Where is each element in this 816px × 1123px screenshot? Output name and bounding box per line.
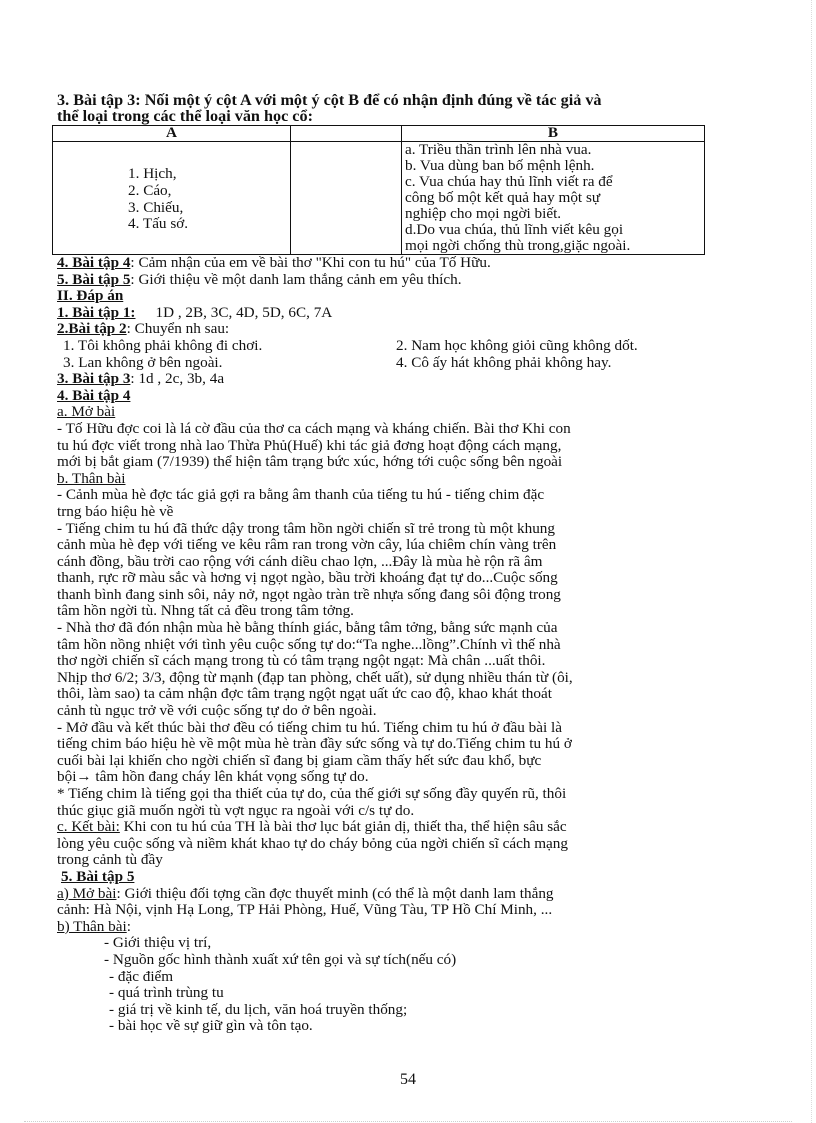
page-number: 54 (400, 1071, 416, 1088)
a5-than-colon: : (126, 917, 131, 935)
a4-mo-line: tu hú đợc viết trong nhà lao Thừa Phủ(Huế) khi tác giả đơng hoạt động cách mạng, (57, 436, 562, 454)
a4-boi-pre: bội (57, 768, 77, 786)
q5-label: 5. Bài tập 5 (57, 270, 131, 288)
a4-boi-line (57, 769, 727, 786)
a4-than-line: - Nhà thơ đã đón nhận mùa hè bằng thính giác, bằng tâm tởng, bằng sức mạnh của (57, 619, 558, 637)
column-b-line: công bố một kết quả hay một sự (405, 189, 601, 206)
a2-line (57, 321, 727, 338)
a4-than-line: thơ ngời chiến sĩ cách mạng trong tù có tâm trạng ngột ngạt: Mà chân ...uất thôi. (57, 652, 546, 670)
a4-than-line: trng báo hiệu hè về (57, 502, 174, 520)
a4-ket-text: Khi con tu hú của TH là bài thơ lục bát giản dị, thiết tha, thể hiện sâu sắc (119, 818, 567, 836)
column-middle-cell (291, 142, 402, 255)
a4-than-line: thanh bình đang sinh sôi, nảy nở, ngọt ngào tràn trề nhựa sống đang sôi động trong (57, 585, 561, 603)
a5-mo-line (57, 886, 727, 903)
a4-ket-line: lòng yêu cuộc sống và niềm khát khao tự do cháy bỏng của ngời chiến sĩ cách mạng (57, 834, 568, 852)
column-b-line: a. Triều thần trình lên nhà vua. (405, 141, 592, 158)
a1-line (57, 305, 727, 322)
q4-text: : Cảm nhận của em về bài thơ "Khi con tu hú" của Tố Hữu. (130, 254, 491, 271)
a4-than-line: tâm hồn nồng nhiệt với tình yêu cuộc sống tự do:“Ta nghe...lồng”.Chính vì thế nhà (57, 635, 561, 653)
q5-line (57, 272, 727, 289)
a2-row-2 (57, 355, 727, 372)
column-middle-header (291, 126, 402, 142)
a5-item: - Nguồn gốc hình thành xuất xứ tên gọi và sự tích(nếu có) (104, 950, 457, 968)
a4-ket-line: trong cảnh tù đầy (57, 851, 163, 869)
a2-item: 2. Nam học không giỏi cũng không dốt. (396, 336, 638, 354)
a3-label: 3. Bài tập 3 (57, 370, 131, 388)
a4-ket-line (57, 819, 727, 836)
a1-text: 1D , 2B, 3C, 4D, 5D, 6C, 7A (155, 303, 333, 321)
column-b-line: nghiệp cho mọi ngời biết. (405, 205, 562, 222)
column-a-item: 4. Tấu sớ. (128, 215, 189, 233)
document-page (57, 92, 727, 1035)
a4-than-line: tiếng chim báo hiệu hè về một mùa hè tràn đầy sức sống và tự do.Tiếng chim tu hú ở (57, 735, 572, 753)
q3-title-line1: 3. Bài tập 3: Nối một ý cột A với một ý cột B để có nhận định đúng về tác giả và (57, 91, 602, 109)
a4-than-line: thúc giục giã muốn ngời tù vợt ngục ra ngoài với c/s tự do. (57, 801, 415, 819)
right-arrow-icon: → (76, 768, 92, 786)
page-edge-line (811, 0, 812, 1123)
a5-than-label: b) Thân bài (57, 917, 127, 935)
a4-mo-line: - Tố Hữu đợc coi là lá cờ đầu của thơ ca cách mạng và kháng chiến. Bài thơ Khi con (57, 419, 571, 437)
a5-item: - giá trị về kinh tế, du lịch, văn hoá truyền thống; (109, 1000, 408, 1018)
a4-than-line: * Tiếng chim là tiếng gọi tha thiết của tự do, của thế giới sự sống đầy quyến rũ, thôi (57, 785, 567, 802)
a4-than-line: tâm hồn ngời tù. Nhng tất cả đều trong tâm tởng. (57, 602, 354, 620)
a4-than-line: cảnh mùa hè đẹp với tiếng ve kêu râm ran trong vờn cây, lúa chiêm chín vàng trên (57, 536, 557, 554)
a5-mo-label: a) Mở bài (57, 884, 117, 902)
a4-ket-label: c. Kết bài: (57, 818, 120, 836)
column-a-item: 3. Chiếu, (128, 198, 184, 216)
a5-mo-text: : Giới thiệu đối tợng cần đợc thuyết minh (có thể là một danh lam thắng (116, 884, 554, 902)
a5-item: - bài học về sự giữ gìn và tôn tạo. (109, 1017, 313, 1035)
page-bottom-line (24, 1121, 792, 1122)
q4-label: 4. Bài tập 4 (57, 254, 131, 271)
a5-mo-line2: cảnh: Hà Nội, vịnh Hạ Long, TP Hải Phòng, Huế, Vũng Tàu, TP Hồ Chí Minh, ... (57, 901, 553, 919)
column-b-header: B (402, 126, 705, 142)
column-a-header: A (53, 126, 291, 142)
matching-table (52, 125, 705, 255)
column-a-cell (53, 142, 291, 255)
q5-text: : Giới thiệu về một danh lam thắng cảnh em yêu thích. (130, 270, 462, 288)
a2-text: : Chuyển nh sau: (126, 320, 230, 338)
a2-item: 4. Cô ấy hát không phải không hay. (396, 353, 612, 371)
a5-heading: 5. Bài tập 5 (61, 867, 135, 885)
q3-title-line2: thể loại trong các thể loại văn học cổ: (57, 107, 313, 125)
answers-heading: II. Đáp án (57, 287, 124, 305)
a4-than-line: Nhịp thơ 6/2; 3/3, động từ mạnh (đạp tan phòng, chết uất), sử dụng nhiều thán từ (ôi, (57, 668, 573, 686)
a4-than-line: - Cảnh mùa hè đợc tác giả gợi ra bằng âm thanh của tiếng tu hú - tiếng chim đặc (57, 486, 545, 504)
a4-mo-line: mới bị bắt giam (7/1939) thể hiện tâm trạng bức xúc, hớng tới cuộc sống bên ngoài (57, 453, 563, 471)
column-b-line: mọi ngời chống thù trong,giặc ngoài. (405, 237, 631, 254)
column-b-line: b. Vua dùng ban bố mệnh lệnh. (405, 157, 595, 174)
a1-label: 1. Bài tập 1: (57, 303, 136, 321)
a2-row-1 (57, 338, 727, 355)
a3-text: : 1d , 2c, 3b, 4a (130, 370, 225, 388)
column-b-line: c. Vua chúa hay thủ lĩnh viết ra để (405, 173, 613, 190)
column-b-line: d.Do vua chúa, thủ lĩnh viết kêu gọi (405, 221, 624, 238)
a4-than-line: cảnh tù ngục trở về với cuộc sống tự do ở bên ngoài. (57, 702, 377, 720)
column-a-item: 1. Hịch, (128, 165, 177, 182)
a4-than-line: - Tiếng chim tu hú đã thức dậy trong tâm hồn ngời chiến sĩ trẻ trong tù một khung (57, 519, 555, 537)
a4-mo-bai-heading: a. Mở bài (57, 403, 116, 421)
a4-than-line: thôi, làm sao) ta cảm nhận đợc tâm trạng ngột ngạt uất ức cao độ, khao khát thoát (57, 685, 552, 703)
a4-than-bai-heading: b. Thân bài (57, 469, 126, 487)
a3-line (57, 371, 727, 388)
a5-item: - quá trình trùng tu (109, 984, 224, 1002)
a4-than-line: cánh đồng, bầu trời cao rộng với cánh diều chao lợn, ...Đây là mùa hè rộn rã âm (57, 552, 543, 570)
a2-label: 2.Bài tập 2 (57, 320, 127, 338)
a4-than-line: thanh, rực rỡ màu sắc và hơng vị ngọt ngào, bầu trời khoáng đạt tự do...Cuộc sống (57, 569, 558, 587)
a4-than-line: - Mở đầu và kết thúc bài thơ đều có tiếng chim tu hú. Tiếng chim tu hú ở đầu bài là (57, 718, 562, 736)
a4-heading: 4. Bài tập 4 (57, 386, 131, 404)
a5-item: - đặc điểm (109, 967, 174, 985)
a2-item: 3. Lan không ở bên ngoài. (63, 353, 223, 371)
a2-item: 1. Tôi không phải không đi chơi. (63, 336, 263, 354)
column-a-item: 2. Cáo, (128, 181, 172, 199)
column-b-cell (402, 142, 705, 255)
a4-boi-post: tâm hồn đang cháy lên khát vọng sống tự do. (91, 768, 369, 786)
a5-than-line (57, 919, 727, 936)
q4-line (57, 255, 727, 272)
a5-item: - Giới thiệu vị trí, (104, 934, 212, 952)
a4-than-line: cuối bài lại khiến cho ngời chiến sĩ đang bị giam cầm thấy hết sức đau khổ, bực (57, 751, 542, 769)
